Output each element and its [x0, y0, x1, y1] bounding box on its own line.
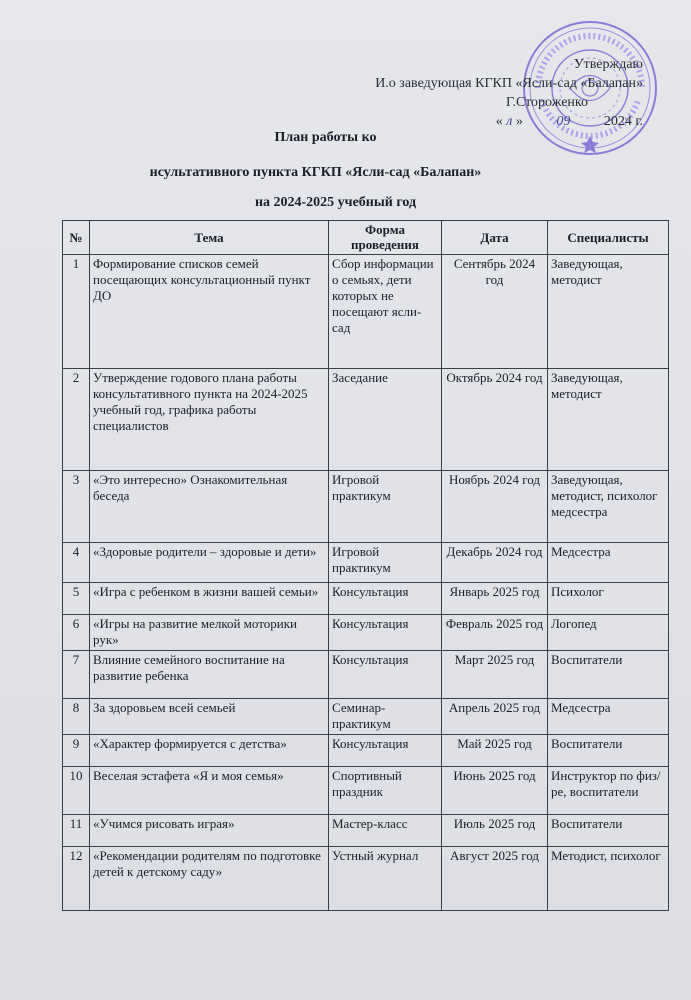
row-topic: «Учимся рисовать играя» [90, 815, 329, 847]
row-form: Заседание [329, 369, 442, 471]
row-specialists: Логопед [548, 615, 669, 651]
row-form: Мастер-класс [329, 815, 442, 847]
row-form: Семинар-практикум [329, 699, 442, 735]
table-row [63, 767, 669, 815]
row-form: Консультация [329, 615, 442, 651]
header-specialists: Специалисты [548, 221, 669, 255]
row-date: Апрель 2025 год [442, 699, 548, 735]
table-row [63, 699, 669, 735]
row-date: Ноябрь 2024 год [442, 471, 548, 543]
row-specialists: Психолог [548, 583, 669, 615]
row-number: 8 [63, 699, 90, 735]
row-number: 10 [63, 767, 90, 815]
row-date: Август 2025 год [442, 847, 548, 911]
row-number: 2 [63, 369, 90, 471]
header-number: № [63, 221, 90, 255]
row-topic: «Игра с ребенком в жизни вашей семьи» [90, 583, 329, 615]
row-date: Март 2025 год [442, 651, 548, 699]
row-specialists: Заведующая, методист [548, 255, 669, 369]
table-header-row [63, 221, 669, 255]
table-row [63, 815, 669, 847]
row-form: Консультация [329, 735, 442, 767]
header-date: Дата [442, 221, 548, 255]
row-number: 6 [63, 615, 90, 651]
row-form: Игровой практикум [329, 543, 442, 583]
row-form: Сбор информации о семьях, дети которых не посещают ясли-сад [329, 255, 442, 369]
table-row [63, 651, 669, 699]
row-number: 11 [63, 815, 90, 847]
row-topic: «Игры на развитие мелкой моторики рук» [90, 615, 329, 651]
row-form: Консультация [329, 583, 442, 615]
row-topic: Веселая эстафета «Я и моя семья» [90, 767, 329, 815]
row-specialists: Воспитатели [548, 735, 669, 767]
table-row [63, 543, 669, 583]
row-number: 3 [63, 471, 90, 543]
row-topic: «Это интересно» Ознакомительная беседа [90, 471, 329, 543]
header-topic: Тема [90, 221, 329, 255]
row-specialists: Заведующая, методист [548, 369, 669, 471]
document-title-line3: на 2024-2025 учебный год [254, 195, 417, 210]
header-form: Форма проведения [329, 221, 442, 255]
row-form: Игровой практикум [329, 471, 442, 543]
row-form: Устный журнал [329, 847, 442, 911]
table-row [63, 735, 669, 767]
row-date: Июнь 2025 год [442, 767, 548, 815]
row-number: 9 [63, 735, 90, 767]
row-date: Сентябрь 2024 год [442, 255, 548, 369]
row-date: Февраль 2025 год [442, 615, 548, 651]
row-topic: За здоровьем всей семьей [90, 699, 329, 735]
row-specialists: Воспитатели [548, 651, 669, 699]
row-date: Декабрь 2024 год [442, 543, 548, 583]
row-specialists: Методист, психолог [548, 847, 669, 911]
row-specialists: Воспитатели [548, 815, 669, 847]
row-date: Июль 2025 год [442, 815, 548, 847]
row-number: 7 [63, 651, 90, 699]
row-topic: Влияние семейного воспитание на развитие ребенка [90, 651, 329, 699]
table-row [63, 847, 669, 911]
work-plan-table [62, 220, 669, 911]
row-specialists: Медсестра [548, 699, 669, 735]
approval-date-day: л [506, 114, 513, 129]
row-topic: Формирование списков семей посещающих консультационный пункт ДО [90, 255, 329, 369]
approval-heading: Утверждаю [573, 57, 643, 72]
row-form: Спортивный праздник [329, 767, 442, 815]
document-title-line1: План работы ко [274, 130, 377, 145]
row-number: 4 [63, 543, 90, 583]
row-date: Октябрь 2024 год [442, 369, 548, 471]
table-row [63, 369, 669, 471]
table-row [63, 583, 669, 615]
row-date: Май 2025 год [442, 735, 548, 767]
table-row [63, 255, 669, 369]
row-number: 12 [63, 847, 90, 911]
row-topic: Утверждение годового плана работы консультативного пункта на 2024-2025 учебный год, графика работы специалистов [90, 369, 329, 471]
approval-date-month: 09 [556, 114, 571, 129]
row-specialists: Инструктор по физ/ре, воспитатели [548, 767, 669, 815]
table-row [63, 471, 669, 543]
approval-date: « л » 09 2024 г. [495, 114, 643, 129]
row-topic: «Характер формируется с детства» [90, 735, 329, 767]
row-date: Январь 2025 год [442, 583, 548, 615]
approval-date-year: 2024 г. [603, 114, 643, 129]
row-specialists: Медсестра [548, 543, 669, 583]
row-specialists: Заведующая, методист, психолог медсестра [548, 471, 669, 543]
row-form: Консультация [329, 651, 442, 699]
table-row [63, 615, 669, 651]
row-number: 1 [63, 255, 90, 369]
approval-position: И.о заведующая КГКП «Ясли-сад «Балапан» [375, 76, 643, 91]
row-number: 5 [63, 583, 90, 615]
approval-name: Г.Стороженко [505, 95, 588, 110]
document-title-line2: нсультативного пункта КГКП «Ясли-сад «Балапан» [149, 165, 482, 180]
approval-block [375, 55, 643, 131]
row-topic: «Здоровые родители – здоровые и дети» [90, 543, 329, 583]
row-topic: «Рекомендации родителям по подготовке детей к детскому саду» [90, 847, 329, 911]
